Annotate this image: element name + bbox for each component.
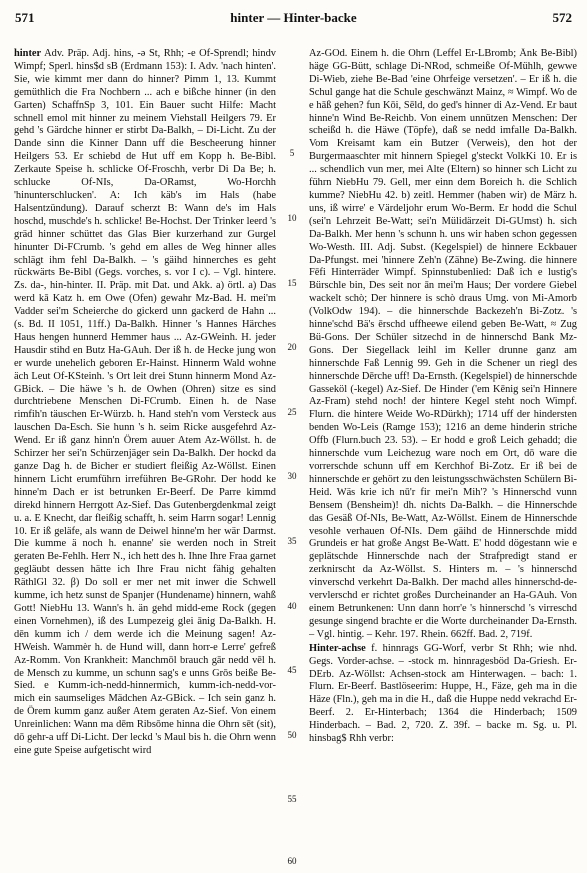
entry-lemma: hinter [14, 48, 42, 59]
line-number: 55 [287, 794, 297, 804]
line-number: 50 [287, 730, 297, 740]
entry-paragraph [14, 48, 276, 758]
entry-text: Adv. Präp. Adj. hins, -ə St, Rhh; -e Of-Sprendl; hindv Wimpf; Sperl. hins$d sB (Erdmann 153): I. Adv. 'nach hinten'. Sie, wie kimmt mer dann do hinner? Pimm 1, 13. Kummt gemüthlich die Fra Nochbern ... ach e bißche hinner (in den Garten) SchaffnSp 3, 101. Ein Bauer sucht Hilfe: Macht schnell emol mit hinner zu meinem Viehstall Heilgers 79. Er gehd 's Gärdche hinner er stirbt Da-Balkh, – Di-Licht. Zu der Dande sinn die Kinner Dann uff die Bescheerung hinner Heilgers 53. Er schiebd de Hut uff em Kopp h. Be-Bibl. Zerkaute Speise h. schlicke Of-Froschh, verbr Di Da Be; h. schlucke Of-NIs, Da-ORamst, Wo-Horchh 'hinunterschlucken'. A: Ich käb's im Hals (habe Halsentzündung). Darauf scherzt B: Wann de's im Hals hoschd, muschde's h. schlicke! Be-Hochst. Der Trinker leerd 's gräd hinner schüttet das Glas Bier kurzerhand zur Gurgel hinunter Di-FCrumb. 's gehd em alles de Weg hinner alles schlägt ihm fehl Da-Balkh. – 's gäihd hinnerches es geht rückwärts Be-Bibl (Gegs. vorches, s. vor I c). – Vgl. hintere. Zs. da-, hin-hinter. II. Präp. mit Dat. und Akk. a) örtl. a) Das werd kā Katz h. em Owe (Ofen) gewahr Mz-Bad. H. mei'm Vadder sei'm Scheierche do gickerd unn gackerd de Hahn ... (s. Bd. II 1051, 11ff.) Da-Balkh. Hinner 's Hannes Härches Haus hengen hunnerd Hemmer haus ... Az-GWeinh. H. jeder Hausdir stihd en Butz Ha-GAuh. Der iß h. de Hecke jung won er wurde unehelich geboren Er-Hainst. Hinnerm Wald wohne äch Leut Of-KSteinh. 's Ort leit drei Stunn hinnerm Mond Az-GBick. – Die häwe 's h. de Owhen (Ohren) sitze es sind durchtriebene Menschen Di-FCrumb. Einen h. de Nase rimfih'n täuschen Er-Würzb. h. Hand steh'n vom Versteck aus lauschen Da-Esch. Sie hunn 's h. seim Ricke ausgefehrd Az-Wend. Er iß ganz hinn'n Örem auuer Atem Az-Wöllst. h. de Schirzer her sei'n Schürzenjäger sein Da-Balkh. Der hockd da ganze Dag h. de Bicher er studiert fleißig Az-Wöllst. Einen hinnern Licht erumführn irreführen Be-GRohr. Der hodd ke hinne'm Dach er ist betrunken Er-Beerf. De Parre kimmd direkd hinnern Herrgott Az-Sief. Das Gutenbergdenkmal zeigt u. a. E Knecht, dar fleißig schafft, h. seim Harrn sogar! Lennig 10. Er iß geläfe, als wann de Deiwel hinne'm her wär Darmst. Die kumme ä noch h. enanne' sie werden noch in Streit geraten Be-Fehlh. Herr N., ich hett des h. Ihne Ihre Fraa garnet gegläubt dessen hätte ich Ihre Frau nicht fähig gehalten RäthlGl 32. β) Do soll er mer net mit inwer die Schwell kumme, ich hetz sunst de Spanjer (Hundename) hinnern, wahß Gott! NiebHu 13. Wann's h. än gehd midd-eme Rock (gegen einen Vornehmen), iß des Lumpezeig glei ānig Da-Balkh. H. dēn kumm ich / dem werde ich die Meinung sagen! Az-HWeish. Wammèr h. de Hund will, dann horr-e Lerre' gefreß Az-Romm. Von Krankheit: Manchmōl brauch gār nedd vēl h. de Mensch zu kumme, un schunn sag's e unns Grōs beiße Be-Sied. e Kumm-ich-nedd-hinnermich, kumm-ich-nedd-vor-mich ein saumseliges Mädchen Az-GBick. – Ich sein ganz h. de Örem kumm ganz außer Atem geraten Az-Sief. Von einem Unreinlichen: Wann ma dēm Ribsōme hinna die Ohrn sēt (sit), dō gehr-a uff Di-Licht. Der leckd 's Maul bis h. die Ohrn wenn eine gute Speise aufgetischt wird [14, 48, 276, 756]
line-number: 30 [287, 471, 297, 481]
entry-paragraph [309, 643, 577, 746]
entry-paragraph [309, 48, 577, 642]
line-number: 35 [287, 536, 297, 546]
line-number: 45 [287, 665, 297, 675]
line-number: 20 [287, 342, 297, 352]
page-number-left: 571 [15, 10, 35, 25]
line-number: 25 [287, 407, 297, 417]
page-header [15, 10, 572, 30]
line-number: 10 [287, 213, 297, 223]
line-number: 5 [289, 148, 295, 158]
line-number: 40 [287, 601, 297, 611]
running-title: hinter — Hinter-backe [230, 10, 357, 25]
right-column [309, 48, 577, 866]
entry-text: f. hinnrags GG-Worf, verbr St Rhh; wie nhd. Gegs. Vorder-achse. – -stock m. hinnragesböd Da-Griesh. Er-DErb. Az-Wöllst: Achsen-stock am Hinterwagen. – bach: 1. Flurn. Er-Beerf. Bastlöseerim: Huppe, H., Fäze, geh ma in die Häze (Fln.), geh ma in die H., daß die Huppe nedd vekrachd Er-Beerf. 2. Er-Hinterbach; 1364 die Hinderbach; 1509 Hinderbach. – Bad. 2, 720. Z. 39f. – backe m. Sg. u. Pl. hinsbag$ Rhh verbr: [309, 642, 577, 745]
line-number-gutter [280, 48, 304, 866]
left-column [14, 48, 276, 866]
line-number: 60 [287, 856, 297, 866]
line-number: 15 [287, 278, 297, 288]
page-number-right: 572 [552, 10, 572, 25]
entry-text: Az-GOd. Einem h. die Ohrn (Leffel Er-LBromb; Änk Be-Bibl) häge GG-Bütt, schlage Di-NRod, schmeiße Of-Mühlh, gewwe Di-Wieb, ziehe Be-Bad 'eine Ohrfeige versetzen'. – Er iß h. die Schul gange hat die Schule geschwänzt Mainz, ≈ Wimpf. Wo de e hāß gehen? fun Kōi, Sēld, do ged's hinner di Az-Vend. Er baut hinne'n Wind Be-Reichb. Von einem unnützen Menschen: Der scheißd h. die Häwe (Töpfe), daß se nedd imfalle Da-Balkh. Vom Kreisamt kam ein Butzer (Verweis), den hot der Burgermaaschter mit hinnern Spiegel g'steckt VolkKi 10. Er is ... schendlich vun mer, mei Alte (Eltern) so hinner sch Licht zu führn NiebHu 79. Gell, mer einn dem Boreich h. die Schlich kumme? NiebHu 42. b) zeitl. Hemmer (haben wir) de März h. uns, iß wirre' e Värdeljohr erum Wo-Berm. Er hodd die Schul (sei'n Lehrzeit Be-Watt; sei'n Mülidärzeit Di-GUmst) h. sich Da-Balkh. Mer henn 's schunn h. uns wir haben schon gegessen Wo-Westh. III. Adj. Subst. (Kegelspiel) de hinnere Eckbauer Da-Pfungst. mei 'hinnere Zeh'n (Zähne) Be-Zwing. die hinnere Fēfi Hinterräder Wimpf. Spinnstubenlied: Daß ich e lustig's Bürschle bin, Des seit nor ān mei'm Haus; Der vordere Giebel wackelt schò; Der hinnere is schò draus Umg. von Mi-Amorb (VolkOdw 194). – die hinnerschde Backezeh'n Bi-Zotz. 's hinne'schd Bä's ērschd uffheewe eilend geben Be-Watt, ≈ Zug Bü-Gons. Der Schüler sitzechd in de hinnerschd Bank Mz-Gons. Der Siegellack leihl im Keller drunne ganz am hinnerschde Faß Lennig 99. Geh in die Schener un riegl des hinnerschde Dērche uff! Da-Ernsth. (Kegelspiel) de hinnerschde Gasseköl (-kegel) Az-Sief. De Hinder ('em Kēnig sei'n Hinnere Az-Fram) stehd noch! der hintere Kegel steht noch Wimpf. Flurn. die hintere Weide Wo-RDürkh); 1714 uff der hindersten benden Wo-Leis (Ramge 153); 1216 an deme hinderin striche Offb (Flurn.buch 23. 53). – Er hodd e groß Leich gehadd; die hinnerschde vum Leichezug ware noch em Ort, dō ware die vorrerschde schunn uff em Kerchhof Bi-Zotz. Er iß bei de hinnerschde er gehört zu den leistungsschwächsten Schülern Bi-Heid. Wäs krie ich nū'r fir mei'n Mih'? 's Hinnerschd vunn Bensem (Bensheim)! dh. nichts Da-Balkh. – die Hinnerschde das Gesäß Of-NIs, Be-Watt, Az-Wöllst. Einem de Hinnerschde vesohle verhauen Of-NIs. Dem gäihd de Hinnerschde midd Grundeis er hat große Angst Be-Watt. E' hodd dögestann wie e geplätschde Hinnerschde nach der Strafpredigt stand er zerknirscht da Az-Wöllst. S. Hinters m. – 's hinnerschd vinverschd verkehrt Da-Balkh. Der machd alles hinnerschd-de-vervlerschd er richtet großes Durcheinander an Ha-GAuh. Von einem Betrunkenen: Unn dann horr'e 's hinnerschd 's virreschd gesunge singend brachte er die Worte durcheinander Da-Ernsth. – Vgl. hintig. – Kehr. 197. Rhein. 662ff. Bad. 2, 719f. [309, 48, 577, 640]
entry-lemma: Hinter-achse [309, 642, 366, 654]
